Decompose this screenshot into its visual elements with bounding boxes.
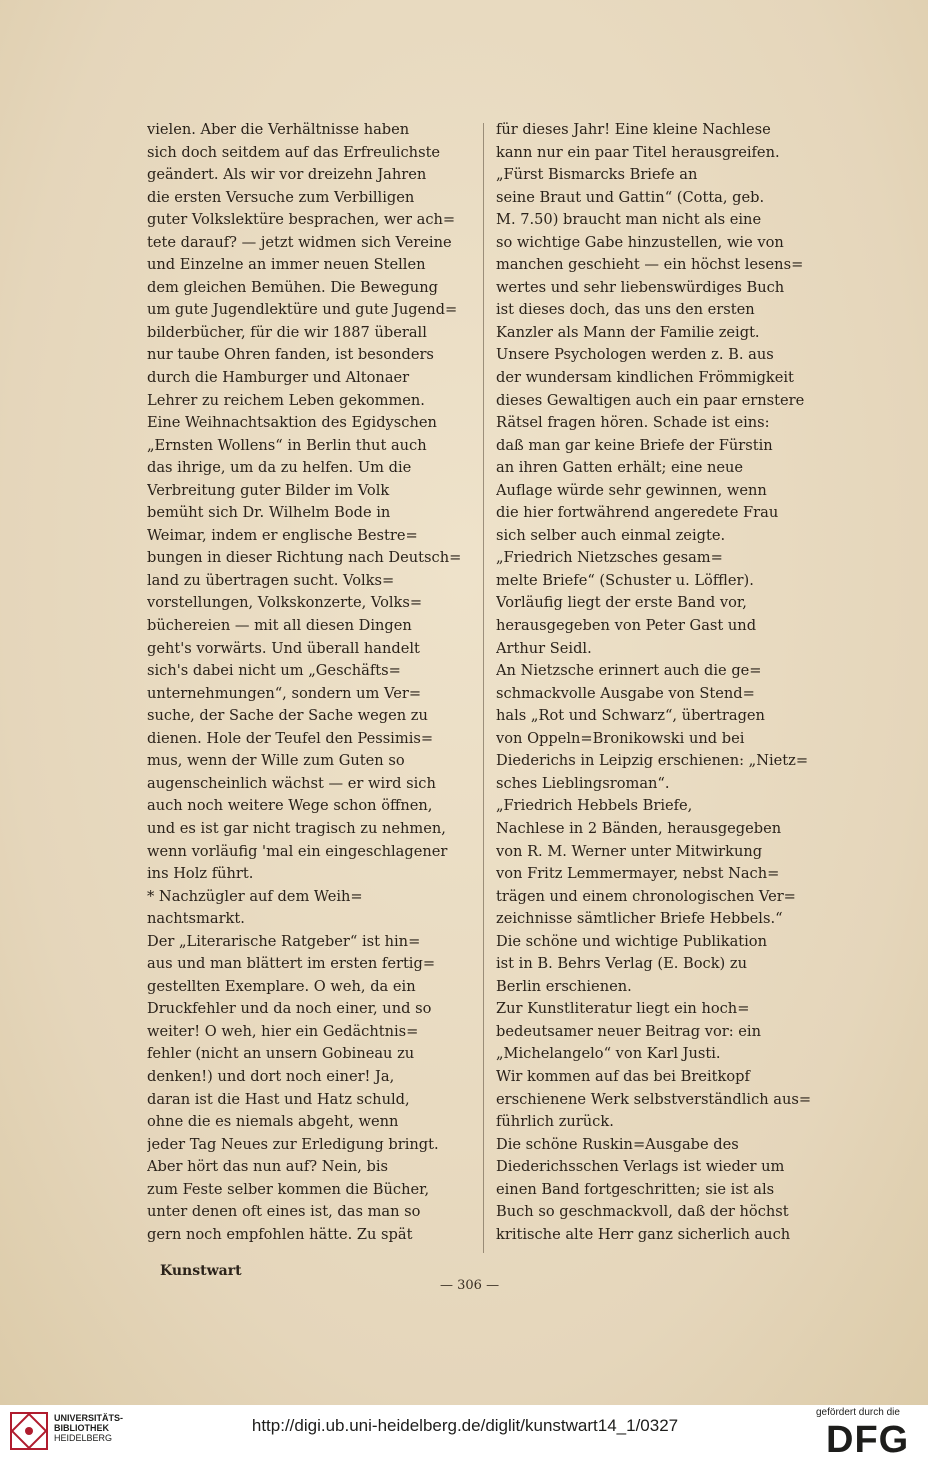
text-line: Wir kommen auf das bei Breitkopf [496, 1067, 750, 1085]
text-line: Die schöne Ruskin=Ausgabe des [496, 1135, 739, 1153]
text-line: unternehmungen“, sondern um Ver= [147, 684, 422, 702]
text-line: Aber hört das nun auf? Nein, bis [147, 1158, 389, 1176]
text-line: herausgegeben von Peter Gast und [496, 617, 757, 635]
text-line: ist in B. Behrs Verlag (E. Bock) zu [496, 955, 747, 973]
text-line: und es ist gar nicht tragisch zu nehmen, [147, 819, 446, 837]
text-line: kann nur ein paar Titel herausgreifen. [496, 143, 780, 161]
text-line: die hier fortwährend angeredete Frau [496, 504, 779, 522]
text-line: nur taube Ohren fanden, ist besonders [147, 346, 434, 364]
running-foot: Kunstwart [160, 1263, 242, 1279]
text-line: geht's vorwärts. Und überall handelt [147, 639, 420, 657]
dfg-logo: DFG [826, 1419, 910, 1461]
text-line: daß man gar keine Briefe der Fürstin [496, 436, 773, 454]
text-line: melte Briefe“ (Schuster u. Löffler). [496, 571, 754, 589]
text-line: Der „Literarische Ratgeber“ ist hin= [147, 932, 421, 950]
text-line: „Fürst Bismarcks Briefe an [496, 166, 698, 184]
page-number: — 306 — [440, 1278, 500, 1293]
text-line: guter Volkslektüre besprachen, wer ach= [147, 211, 456, 229]
text-line: büchereien — mit all diesen Dingen [147, 617, 412, 635]
text-line: Druckfehler und da noch einer, und so [147, 1000, 432, 1018]
text-line: von R. M. Werner unter Mitwirkung [496, 842, 763, 860]
text-line: daran ist die Hast und Hatz schuld, [147, 1090, 410, 1108]
text-line: aus und man blättert im ersten fertig= [147, 955, 436, 973]
text-line: tete darauf? — jetzt widmen sich Vereine [147, 233, 452, 251]
text-line: Arthur Seidl. [496, 639, 592, 657]
text-line: das ihrige, um da zu helfen. Um die [147, 459, 412, 477]
text-line: Rätsel fragen hören. Schade ist eins: [496, 414, 770, 432]
text-line: vielen. Aber die Verhältnisse haben [147, 121, 410, 138]
text-line: um gute Jugendlektüre und gute Jugend= [147, 301, 458, 319]
text-line: dieses Gewaltigen auch ein paar ernstere [496, 391, 805, 409]
text-line: Berlin erschienen. [496, 977, 632, 995]
text-line: augenscheinlich wächst — er wird sich [147, 774, 436, 792]
text-line: hals „Rot und Schwarz“, übertragen [496, 707, 765, 725]
text-line: an ihren Gatten erhält; eine neue [496, 459, 744, 477]
library-name-line2: BIBLIOTHEK [54, 1423, 109, 1433]
text-line: M. 7.50) braucht man nicht als eine [496, 211, 762, 229]
text-column-left [147, 119, 471, 1246]
text-line: Eine Weihnachtsaktion des Egidyschen [147, 414, 437, 432]
text-line: Unsere Psychologen werden z. B. aus [496, 346, 774, 364]
text-line: mus, wenn der Wille zum Guten so [147, 752, 405, 770]
text-line: Kanzler als Mann der Familie zeigt. [496, 323, 760, 341]
text-line: Lehrer zu reichem Leben gekommen. [147, 391, 425, 409]
text-line: für dieses Jahr! Eine kleine Nachlese [496, 121, 771, 138]
text-line: vorstellungen, Volkskonzerte, Volks= [147, 594, 423, 612]
text-line: bemüht sich Dr. Wilhelm Bode in [147, 504, 391, 522]
text-line: auch noch weitere Wege schon öffnen, [147, 797, 433, 815]
text-line: Nachlese in 2 Bänden, herausgegeben [496, 819, 782, 837]
text-line: fehler (nicht an unsern Gobineau zu [147, 1045, 415, 1063]
text-line: bilderbücher, für die wir 1887 überall [147, 323, 427, 341]
text-line: schmackvolle Ausgabe von Stend= [496, 684, 755, 702]
text-line: bedeutsamer neuer Beitrag vor: ein [496, 1022, 762, 1040]
text-line: Diederichs in Leipzig erschienen: „Nietz= [496, 752, 809, 770]
text-line: von Fritz Lemmermayer, nebst Nach= [496, 865, 780, 883]
text-line: zum Feste selber kommen die Bücher, [147, 1180, 430, 1198]
text-line: seine Braut und Gattin“ (Cotta, geb. [496, 188, 765, 206]
text-line: unter denen oft eines ist, das man so [147, 1203, 421, 1221]
text-line: manchen geschieht — ein höchst lesens= [496, 256, 804, 274]
text-line: weiter! O weh, hier ein Gedächtnis= [147, 1022, 419, 1040]
text-line: zeichnisse sämtlicher Briefe Hebbels.“ [496, 910, 783, 928]
text-line: Zur Kunstliteratur liegt ein hoch= [496, 1000, 750, 1018]
text-line: führlich zurück. [496, 1113, 614, 1131]
text-line: gern noch empfohlen hätte. Zu spät [147, 1225, 413, 1243]
text-line: „Ernsten Wollens“ in Berlin thut auch [147, 436, 427, 454]
text-line: erschienene Werk selbstverständlich aus= [496, 1090, 812, 1108]
text-line: sich selber auch einmal zeigte. [496, 526, 726, 544]
text-line: * Nachzügler auf dem Weih= [147, 887, 363, 905]
text-line: ins Holz führt. [147, 865, 254, 883]
library-name-line1: UNIVERSITÄTS- [54, 1413, 124, 1423]
text-line: ohne die es niemals abgeht, wenn [147, 1113, 399, 1131]
text-line: wenn vorläufig 'mal ein eingeschlagener [147, 842, 448, 860]
text-line: einen Band fortgeschritten; sie ist als [496, 1180, 775, 1198]
text-line: dienen. Hole der Teufel den Pessimis= [147, 729, 434, 747]
text-line: An Nietzsche erinnert auch die ge= [496, 662, 762, 680]
text-line: Die schöne und wichtige Publikation [496, 932, 767, 950]
text-line: gestellten Exemplare. O weh, da ein [147, 977, 416, 995]
text-line: „Friedrich Nietzsches gesam= [496, 549, 723, 567]
permalink-url[interactable]: http://digi.ub.uni-heidelberg.de/diglit/kunstwart14_1/0327 [251, 1416, 679, 1435]
text-line: denken!) und dort noch einer! Ja, [147, 1067, 395, 1085]
text-line: land zu übertragen sucht. Volks= [147, 571, 395, 589]
text-line: wertes und sehr liebenswürdiges Buch [496, 278, 785, 296]
funding-caption: gefördert durch die [816, 1407, 900, 1418]
text-line: so wichtige Gabe hinzustellen, wie von [496, 233, 784, 251]
text-column-right [496, 119, 813, 1246]
text-line: ist dieses doch, das uns den ersten [496, 301, 755, 319]
text-line: sches Lieblingsroman“. [496, 774, 670, 792]
library-name [54, 1413, 123, 1443]
text-line: dem gleichen Bemühen. Die Bewegung [147, 278, 438, 296]
text-line: kritische alte Herr ganz sicherlich auch [496, 1225, 791, 1243]
text-line: durch die Hamburger und Altonaer [147, 369, 410, 387]
text-line: sich doch seitdem auf das Erfreulichste [147, 143, 441, 161]
text-line: Diederichsschen Verlags ist wieder um [496, 1158, 785, 1176]
text-line: von Oppeln=Bronikowski und bei [496, 729, 745, 747]
text-line: und Einzelne an immer neuen Stellen [147, 256, 426, 274]
text-line: bungen in dieser Richtung nach Deutsch= [147, 549, 462, 567]
text-line: nachtsmarkt. [147, 910, 245, 928]
column-divider [483, 123, 484, 1253]
text-line: geändert. Als wir vor dreizehn Jahren [147, 166, 427, 184]
text-line: jeder Tag Neues zur Erledigung bringt. [147, 1135, 439, 1153]
text-line: Buch so geschmackvoll, daß der höchst [496, 1203, 789, 1221]
text-line: trägen und einem chronologischen Ver= [496, 887, 796, 905]
text-line: der wundersam kindlichen Frömmigkeit [496, 369, 794, 387]
text-line: sich's dabei nicht um „Geschäfts= [147, 662, 401, 680]
text-line: die ersten Versuche zum Verbilligen [147, 188, 415, 206]
text-line: Vorläufig liegt der erste Band vor, [496, 594, 747, 612]
text-line: Auflage würde sehr gewinnen, wenn [496, 481, 767, 499]
text-line: suche, der Sache der Sache wegen zu [147, 707, 428, 725]
text-line: „Friedrich Hebbels Briefe, [496, 797, 693, 815]
text-line: Weimar, indem er englische Bestre= [147, 526, 418, 544]
text-line: „Michelangelo“ von Karl Justi. [496, 1045, 721, 1063]
university-seal-icon [10, 1412, 48, 1450]
library-name-line3: HEIDELBERG [54, 1433, 113, 1443]
text-line: Verbreitung guter Bilder im Volk [147, 481, 390, 499]
